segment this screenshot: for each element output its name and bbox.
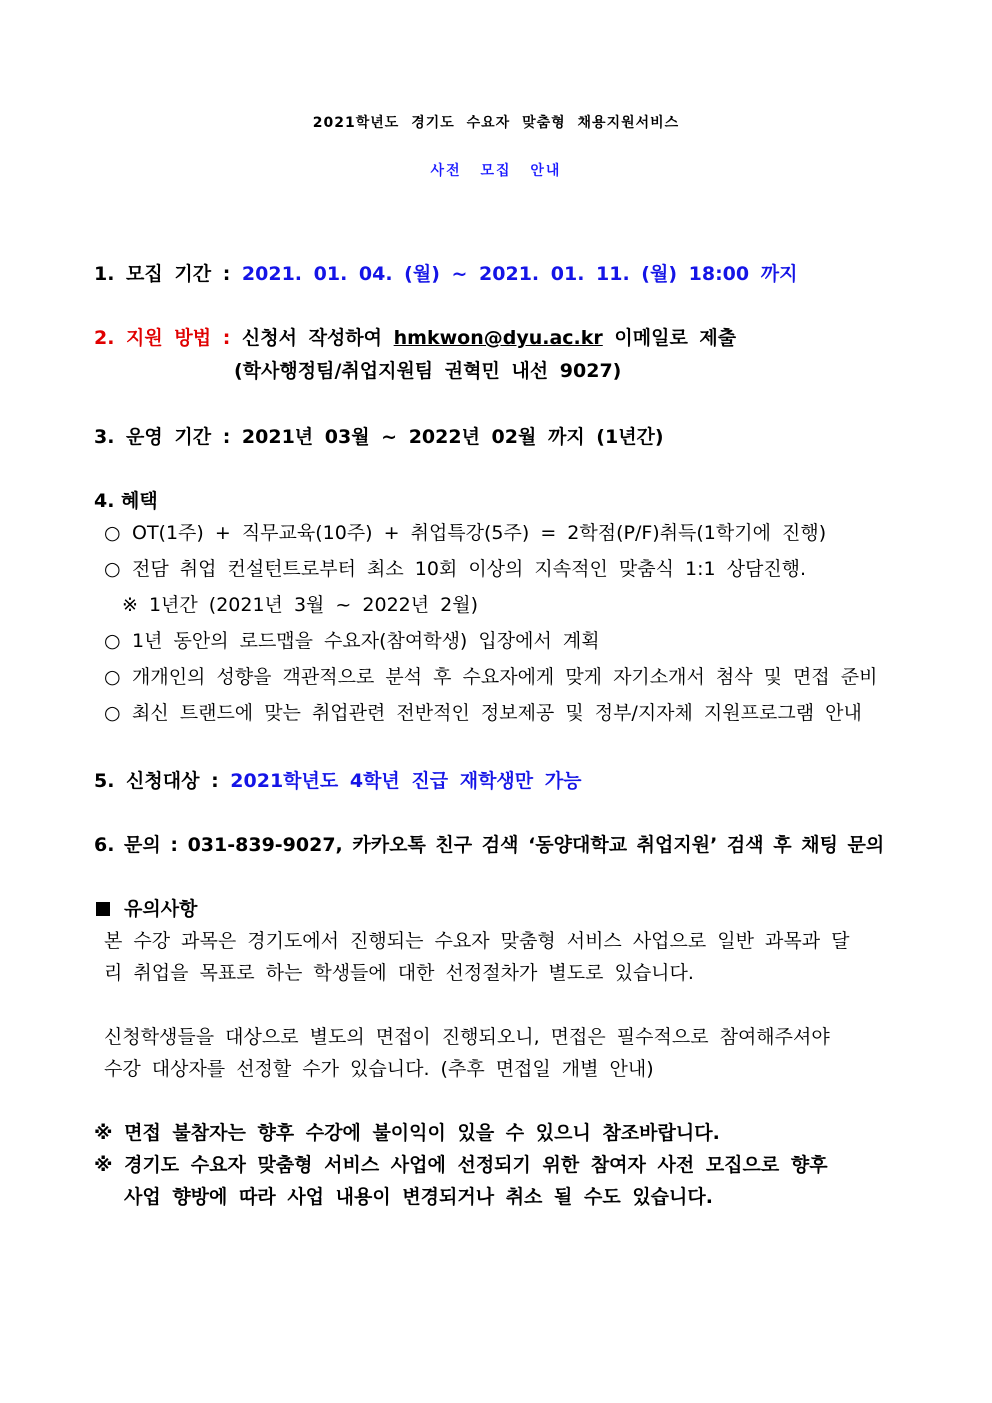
circle-bullet-icon: ○ (104, 666, 121, 688)
circle-bullet-icon: ○ (104, 702, 121, 724)
apply-method-text: 신청서 작성하여 (241, 327, 394, 349)
warning-note: ※ 경기도 수요자 맞춤형 서비스 사업에 선정되기 위한 참여자 사전 모집으로 향후 (94, 1154, 828, 1176)
benefit-item: ○ OT(1주) + 직무교육(10주) + 취업특강(5주) = 2학점(P/F)취득(1학기에 진행) (104, 522, 827, 544)
benefit-note: ※ 1년간 (2021년 3월 ~ 2022년 2월) (122, 594, 478, 616)
inquiry-info: 6. 문의 : 031-839-9027, 카카오톡 친구 검색 ‘동양대학교 취업지원’ 검색 후 채팅 문의 (94, 834, 885, 856)
page-subtitle: 사전 모집 안내 (430, 163, 562, 179)
contact-email-link[interactable]: hmkwon@dyu.ac.kr (393, 327, 603, 349)
apply-method-label: 2. 지원 방법 : (94, 327, 242, 349)
benefit-item: ○ 최신 트랜드에 맞는 취업관련 전반적인 정보제공 및 정부/지자체 지원프로그램 안내 (104, 702, 862, 724)
notes-heading: 유의사항 (96, 894, 197, 921)
notes-paragraph: 신청학생들을 대상으로 별도의 면접이 진행되오니, 면접은 필수적으로 참여해주셔야 (104, 1026, 830, 1048)
apply-method-suffix: 이메일로 제출 (602, 327, 737, 349)
benefit-item: ○ 1년 동안의 로드맵을 수요자(참여학생) 입장에서 계획 (104, 630, 600, 652)
recruit-period-label: 1. 모집 기간 : (94, 263, 242, 285)
circle-bullet-icon: ○ (104, 558, 121, 580)
circle-bullet-icon: ○ (104, 522, 121, 544)
page-title: 2021학년도 경기도 수요자 맞춤형 채용지원서비스 (312, 115, 680, 131)
apply-contact: (학사행정팀/취업지원팀 권혁민 내선 9027) (234, 360, 622, 382)
black-square-icon (96, 902, 110, 916)
notes-paragraph: 수강 대상자를 선정할 수가 있습니다. (추후 면접일 개별 안내) (104, 1058, 654, 1080)
notes-paragraph: 본 수강 과목은 경기도에서 진행되는 수요자 맞춤형 서비스 사업으로 일반 과목과 달 (104, 930, 850, 952)
recruit-period (94, 259, 797, 286)
notes-paragraph: 리 취업을 목표로 하는 학생들에 대한 선정절차가 별도로 있습니다. (104, 962, 694, 984)
operation-period: 3. 운영 기간 : 2021년 03월 ~ 2022년 02월 까지 (1년간) (94, 426, 664, 448)
benefits-heading: 4. 혜택 (94, 490, 158, 512)
recruit-period-value: 2021. 01. 04. (월) ~ 2021. 01. 11. (월) 18:00 까지 (241, 263, 798, 285)
eligibility-value: 2021학년도 4학년 진급 재학생만 가능 (230, 770, 582, 792)
benefit-item: ○ 개개인의 성향을 객관적으로 분석 후 수요자에게 맞게 자기소개서 첨삭 및 면접 준비 (104, 666, 878, 688)
warning-note: ※ 면접 불참자는 향후 수강에 불이익이 있을 수 있으니 참조바랍니다. (94, 1122, 720, 1144)
circle-bullet-icon: ○ (104, 630, 121, 652)
eligibility (94, 766, 581, 793)
benefit-item: ○ 전담 취업 컨설턴트로부터 최소 10회 이상의 지속적인 맞춤식 1:1 상담진행. (104, 558, 807, 580)
apply-method (94, 323, 736, 350)
warning-note: 사업 향방에 따라 사업 내용이 변경되거나 취소 될 수도 있습니다. (124, 1186, 713, 1208)
eligibility-label: 5. 신청대상 : (94, 770, 231, 792)
